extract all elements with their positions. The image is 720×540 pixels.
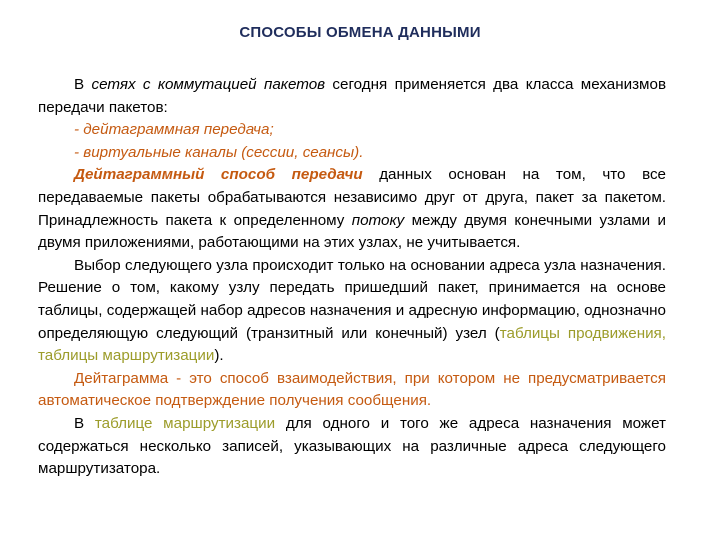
flow-italic-word: потоку	[351, 211, 405, 229]
datagram-method-term: Дейтаграммный способ передачи	[74, 166, 363, 184]
paragraph-datagram-definition: Дейтаграмма - это способ взаимодействия, при котором не предусматривается автоматическое подтверждение получения сообщения.	[38, 369, 666, 410]
paragraph-intro	[38, 74, 666, 119]
next-node-close: ).	[214, 347, 224, 365]
intro-italic-term: сетях с коммутацией пакетов	[91, 76, 326, 93]
bullet-item-virtual-channels: - виртуальные каналы (сессии, сеансы).	[74, 143, 364, 161]
routing-table-lead: В	[74, 414, 95, 432]
paragraph-next-node	[38, 255, 666, 368]
intro-lead: В	[74, 76, 92, 93]
paragraph-routing-table	[38, 413, 666, 481]
bullet-item-datagram: - дейтаграммная передача;	[74, 121, 274, 139]
next-node-text: Выбор следующего узла происходит только на основании адреса узла назначения. Решение о том, какому узлу передать пришедший пакет, принимается на основе таблицы, содержащей набор адресов назначения и адресную информацию, однозначно определяющую следующий (транзитный или конечный) узел (	[38, 256, 666, 342]
intro-rest: сегодня применяется два класса механизмов передачи пакетов:	[38, 76, 667, 116]
datagram-method-text-a: данных основан на том, что все передаваемые пакеты обрабатываются независимо друг от друга, пакет за пакетом. Принадлежность пакета к определенному	[38, 166, 667, 229]
routing-tables-highlight: таблицы продвижения, таблицы маршрутизации	[38, 324, 667, 365]
page-title: СПОСОБЫ ОБМЕНА ДАННЫМИ	[239, 24, 481, 41]
routing-table-rest: для одного и того же адреса назначения может содержаться несколько записей, указывающих на различные адреса следующего маршрутизатора.	[38, 414, 666, 478]
routing-table-highlight: таблице маршрутизации	[94, 414, 276, 432]
document-body	[38, 74, 666, 481]
datagram-method-text-b: между двумя конечными узлами и двумя приложениями, работающими на этих узлах, не учитывается.	[38, 211, 666, 252]
paragraph-datagram-method	[38, 164, 666, 254]
